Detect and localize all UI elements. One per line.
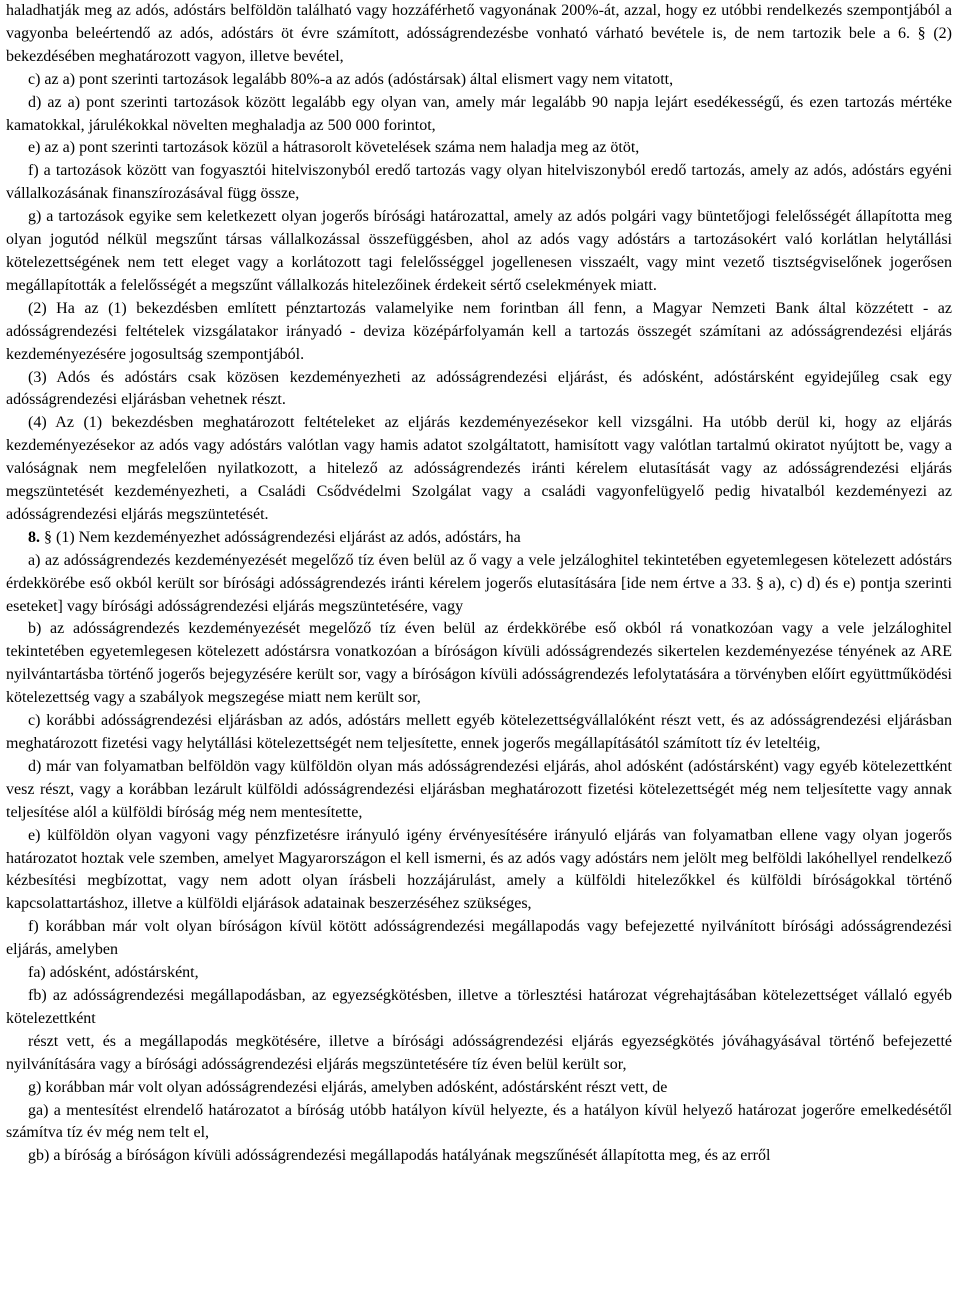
section-8-heading bbox=[6, 527, 952, 550]
paragraph-8-point-ga: ga) a mentesítést elrendelő határozatot a bíróság utóbb hatályon kívül helyezte, és a hatályon kívül helyező határozat jogerőre emelkedésétől számítva tíz év még nem telt el, bbox=[6, 1101, 952, 1142]
section-8-intro-text: § (1) Nem kezdeményezhet adósságrendezési eljárást az adós, adóstárs, ha bbox=[40, 528, 521, 546]
paragraph-point-c: c) az a) pont szerinti tartozások legalább 80%-a az adós (adóstársak) által elismert vagy nem vitatott, bbox=[28, 70, 674, 88]
paragraph-8-point-d: d) már van folyamatban belföldön vagy külföldön olyan más adósságrendezési eljárás, ahol adósként (adóstársként) vagy egyéb kötelezettként vesz részt, vagy a korábban lezárult külföldi adósságrendezési eljárásban meghatározott fizetési kötelezettségét még nem teljesítette vagy annak teljesítése alól a külföldi bíróság még nem mentesítette, bbox=[6, 757, 952, 821]
paragraph-8-point-c: c) korábbi adósságrendezési eljárásban az adós, adóstárs mellett egyéb kötelezettségvállalóként részt vett, és az adósságrendezési eljárásban meghatározott fizetési vagy helytállási kötelezettségét nem teljesítette, ennek jogerős megállapításától számított tíz év leteltéig, bbox=[6, 712, 952, 752]
paragraph-continuation: haladhatják meg az adós, adóstárs belföldön található vagy hozzáférhető vagyonának 200%-át, azzal, hogy ez utóbbi rendelkezés szempontjából a vagyonba beleértendő az adós, adóstárs öt évre számított, adósságrendezésbe vonható várható bevétele is, de nem tartozik bele a 6. § (2) bekezdésében meghatározott vagyon, illetve bevétel, bbox=[6, 2, 952, 65]
paragraph-8-point-a: a) az adósságrendezés kezdeményezését megelőző tíz éven belül az ő vagy a vele jelzáloghitel tekintetében egyetemlegesen kötelezett adóstárs érdekkörébe eső okból került sor bírósági adósságrendezés iránti kérelem jogerős elutasítására [ide nem értve a 33. § a), c) d) és e) pontja szerinti eseteket] vagy bírósági adósságrendezési eljárás megszüntetésére, vagy bbox=[6, 551, 952, 615]
paragraph-point-g: g) a tartozások egyike sem keletkezett olyan jogerős bírósági határozattal, amely az adós polgári vagy büntetőjogi felelősségét állapította meg olyan jogutód nélkül megszűnt társas vállalkozással összefüggésben, ahol az adós vagy adóstárs a tartozásokért való korlátlan helytállási kötelezettségének nem tett eleget vagy a korlátozott tagi felelősséggel jogellenesen visszaélt, vagy mint vezető tisztségviselőnek jogerősen megállapították a felelősségét a megszűnt vállalkozás hitelezőinek érdekeit sértő cselekmények miatt. bbox=[6, 208, 952, 294]
paragraph-subsection-3: (3) Adós és adóstárs csak közösen kezdeményezheti az adósságrendezési eljárást, és adósként, adóstársként egyidejűleg csak egy adósságrendezési eljárásban vehetnek részt. bbox=[6, 368, 952, 409]
paragraph-point-f: f) a tartozások között van fogyasztói hitelviszonyból eredő tartozás vagy olyan hitelviszonyból eredő tartozás, amely az adós, adóstárs egyéni vállalkozásának finanszírozásával függ össze, bbox=[6, 162, 952, 203]
paragraph-subsection-4: (4) Az (1) bekezdésben meghatározott feltételeket az eljárás kezdeményezésekor kell vizsgálni. Ha utóbb derül ki, hogy az eljárás kezdeményezésekor az adós vagy adóstárs valótlan vagy hamis adatot szolgáltatott, hamisított vagy valótlan tartalmú okiratot nyújtott be, vagy a valóságnak nem megfelelően nyilatkozott, a hitelező az adósságrendezés iránti kérelem elutasítását vagy az adósságrendezési eljárás megszüntetését kezdeményezheti, a Családi Csődvédelmi Szolgálat vagy a családi vagyonfelügyelő pedig hivatalból kezdeményezi az adósságrendezési eljárás megszüntetését. bbox=[6, 414, 952, 523]
paragraph-8-point-fa: fa) adósként, adóstársként, bbox=[28, 964, 199, 982]
section-number: 8. bbox=[28, 528, 40, 546]
paragraph-subsection-2: (2) Ha az (1) bekezdésben említett pénztartozás valamelyike nem forintban áll fenn, a Magyar Nemzeti Bank által közzétett - az adósságrendezési feltételek vizsgálatakor irányadó - deviza középárfolyamán kell a tartozás összegét számítani az adósságrendezési eljárás kezdeményezésére jogosultság szempontjából. bbox=[6, 299, 952, 363]
paragraph-8-point-b: b) az adósságrendezés kezdeményezését megelőző tíz éven belül az érdekkörébe eső okból rá vonatkozóan vagy a vele jelzáloghitel tekintetében egyetemlegesen kötelezett adóstársra vonatkozóan a bíróságon kívüli adósságrendezés sikertelen kezdeményezése tényének az ARE nyilvántartásba történő jogerős bejegyzésére került sor, vagy a bíróságon kívüli adósságrendezés lefolytatására a törvényben előírt együttműködési kötelezettség vagy a szabályok megszegése miatt nem került sor, bbox=[6, 620, 952, 707]
paragraph-8-point-e: e) külföldön olyan vagyoni vagy pénzfizetésre irányuló igény érvényesítésére irányuló eljárás van folyamatban ellene vagy olyan jogerős határozatot hoztak vele szemben, amelyet Magyarországon el kell ismerni, és az adós vagy adóstárs nem jelölt meg belföldi lakóhellyel rendelkező kézbesítési megbízottat, vagy nem adott olyan írásbeli hozzájárulást, amely a külföldi hitelezőkkel és külföldi bíróságokkal történő kapcsolattartáshoz, illetve a külföldi eljárások adatainak beszerzéséhez szükséges, bbox=[6, 826, 952, 913]
paragraph-point-e: e) az a) pont szerinti tartozások közül a hátrasorolt követelések száma nem haladja meg az ötöt, bbox=[28, 139, 640, 157]
paragraph-8-point-gb: gb) a bíróság a bíróságon kívüli adósságrendezési megállapodás hatályának megszűnését állapította meg, és az erről bbox=[28, 1147, 771, 1165]
paragraph-point-d: d) az a) pont szerinti tartozások között legalább egy olyan van, amely már legalább 90 napja lejárt esedékességű, és ezen tartozás mértéke kamatokkal, járulékokkal növelten meghaladja az 500 000 forintot, bbox=[6, 93, 952, 134]
paragraph-8-point-f-closing: részt vett, és a megállapodás megkötésére, illetve a bírósági adósságrendezési eljárás egyezségkötés jóváhagyásával történő befejezetté nyilvánítására vagy a bírósági adósságrendezési eljárás megszüntetésére tíz éven belül került sor, bbox=[6, 1032, 952, 1073]
paragraph-8-point-g: g) korábban már volt olyan adósságrendezési eljárás, amelyben adósként, adóstársként részt vett, de bbox=[28, 1078, 668, 1096]
paragraph-8-point-f: f) korábban már volt olyan bíróságon kívül kötött adósságrendezési megállapodás vagy befejezetté nyilvánított bírósági adósságrendezési eljárás, amelyben bbox=[6, 918, 952, 959]
paragraph-8-point-fb: fb) az adósságrendezési megállapodásban, az egyezségkötésben, illetve a törlesztési határozat végrehajtásában kötelezettséget vállaló egyéb kötelezettként bbox=[6, 986, 952, 1027]
